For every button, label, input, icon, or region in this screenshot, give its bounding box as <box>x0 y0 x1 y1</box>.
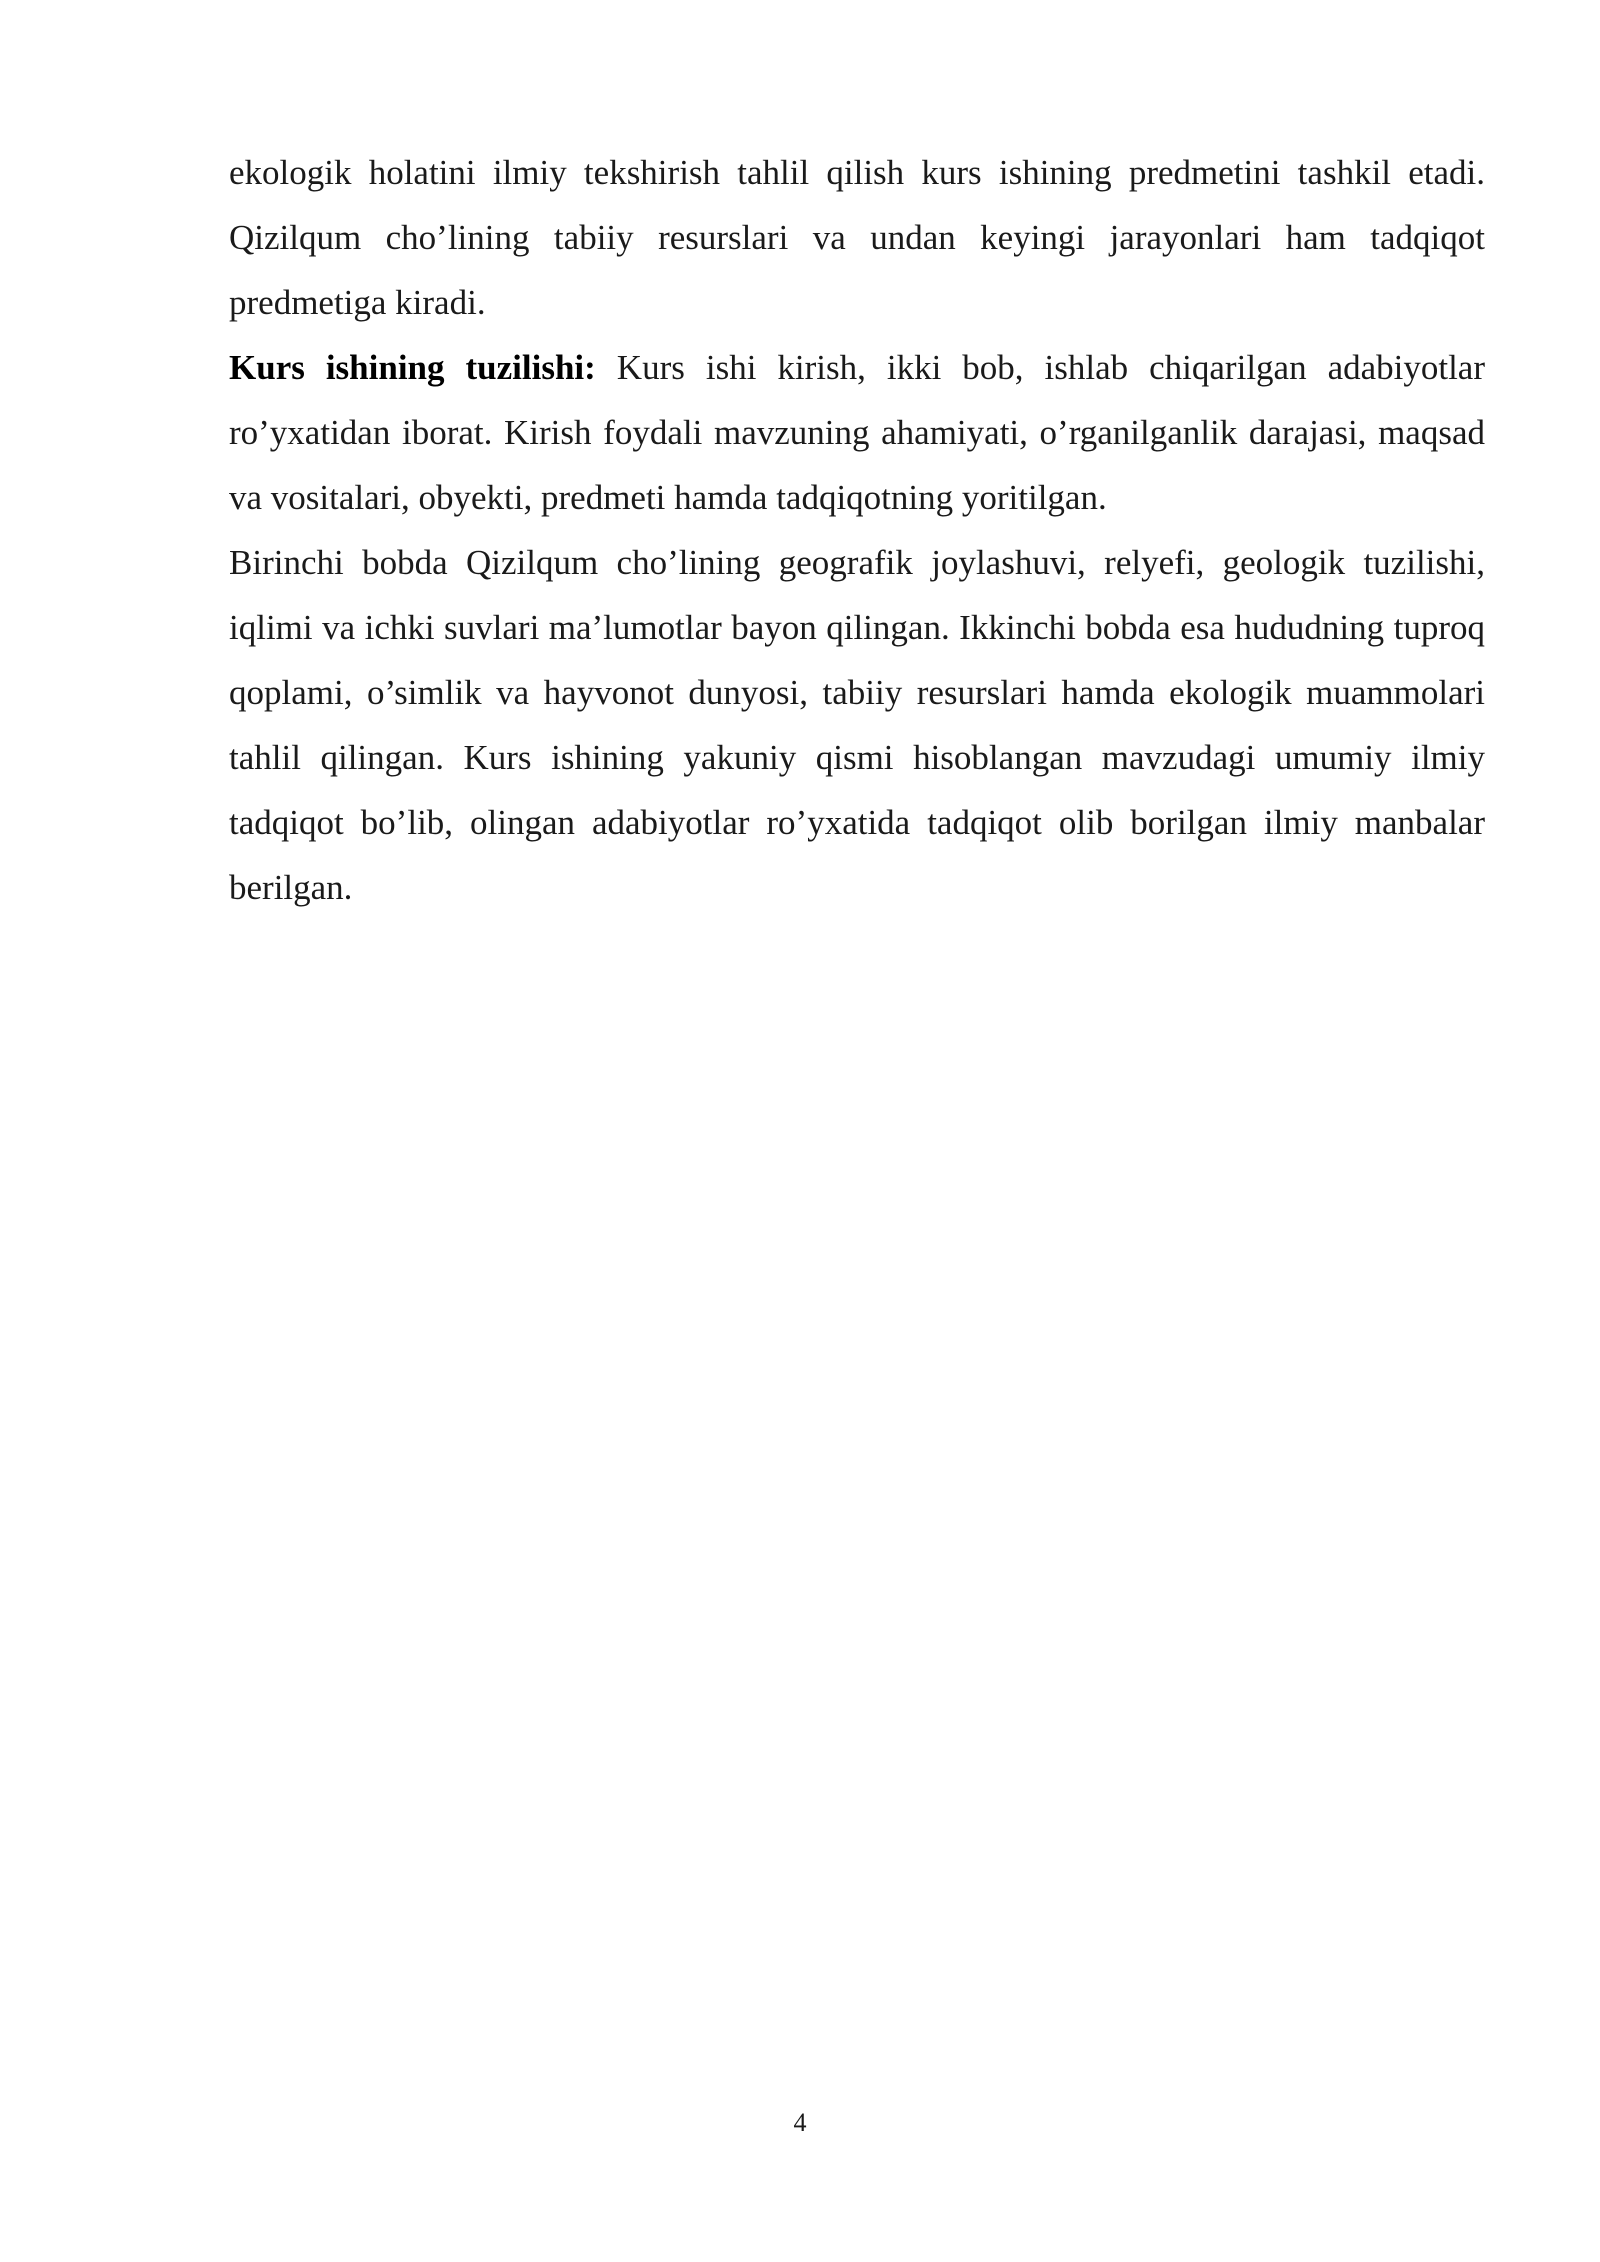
structure-heading: Kurs ishining tuzilishi: <box>229 348 596 387</box>
paragraph-predmet <box>229 140 1485 335</box>
paragraph-structure-text: Kurs ishi kirish, ikki bob, ishlab chiqarilgan adabiyotlar ro’yxatidan iborat. Kirish foydali mavzuning ahamiyati, o’rganilganlik darajasi, maqsad va vositalari, obyekti, predmeti hamda tadqiqotning yoritilgan. <box>229 348 1485 517</box>
paragraph-predmet-text: ekologik holatini ilmiy tekshirish tahlil qilish kurs ishining predmetini tashkil etadi. Qizilqum cho’lining tabiiy resurslari va undan keyingi jarayonlari ham tadqiqot predmetiga kiradi. <box>229 153 1485 322</box>
paragraph-structure <box>229 335 1485 530</box>
body-text <box>229 140 1485 920</box>
page-number: 4 <box>793 2108 807 2137</box>
paragraph-chapters-text: Birinchi bobda Qizilqum cho’lining geografik joylashuvi, relyefi, geologik tuzilishi, iqlimi va ichki suvlari ma’lumotlar bayon qilingan. Ikkinchi bobda esa hududning tuproq qoplami, o’simlik va hayvonot dunyosi, tabiiy resurslari hamda ekologik muammolari tahlil qilingan. Kurs ishining yakuniy qismi hisoblangan mavzudagi umumiy ilmiy tadqiqot bo’lib, olingan adabiyotlar ro’yxatida tadqiqot olib borilgan ilmiy manbalar berilgan. <box>229 543 1485 907</box>
paragraph-chapters <box>229 530 1485 920</box>
